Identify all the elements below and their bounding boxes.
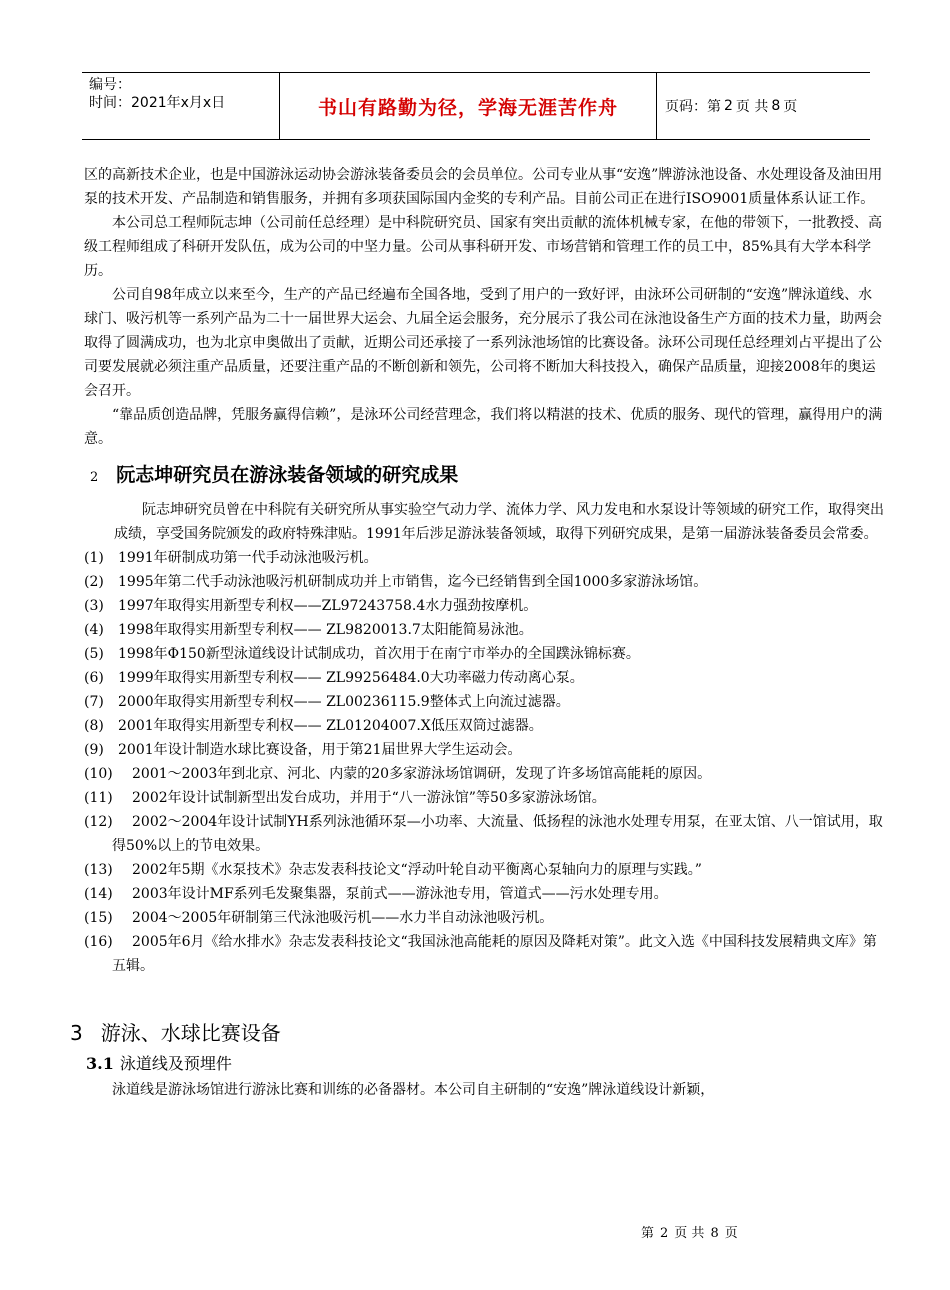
footer-mid: 页 共	[674, 1226, 705, 1241]
paragraph-history: 公司自98年成立以来至今，生产的产品已经遍布全国各地，受到了用户的一致好评，由泳环公司研制的“安逸”牌泳道线、水球门、吸污机等一系列产品为二十一届世界大运会、九届全运会服务，充分展示了我公司在泳池设备生产方面的技术力量，助两会取得了圆满成功，也为北京申奥做出了贡献，近期公司还承接了一系列泳池场馆的比赛设备。泳环公司现任总经理刘占平提出了公司要发展就必须注重产品质量，还要注重产品的不断创新和领先，公司将不断加大科技投入，确保产品质量，迎接2008年的奥运会召开。	[84, 287, 882, 399]
list-item-number: (7)	[84, 694, 104, 710]
page-suffix: 页	[783, 99, 798, 115]
list-item-number: (8)	[84, 718, 104, 734]
list-item-text: 2001年取得实用新型专利权—— ZL01204007.X低压双筒过滤器。	[118, 718, 543, 734]
list-item	[84, 786, 884, 810]
footer-current: 2	[660, 1226, 669, 1241]
paragraph-chief-engineer: 本公司总工程师阮志坤（公司前任总经理）是中科院研究员、国家有突出贡献的流体机械专家，在他的带领下，一批教授、高级工程师组成了科研开发队伍，成为公司的中坚力量。公司从事科研开发、市场营销和管理工作的员工中，85%具有大学本科学历。	[84, 215, 882, 279]
subsection-3-1-heading	[86, 1052, 884, 1076]
list-item-text: 1995年第二代手动泳池吸污机研制成功并上市销售，迄今已经销售到全国1000多家游泳场馆。	[118, 574, 708, 590]
list-item	[84, 930, 884, 978]
list-item	[84, 882, 884, 906]
list-item	[84, 570, 884, 594]
page-footer	[638, 1222, 741, 1241]
subsection-3-1-text: 泳道线是游泳场馆进行游泳比赛和训练的必备器材。本公司自主研制的“安逸”牌泳道线设计新颖，	[112, 1082, 715, 1098]
header-page-info	[657, 73, 870, 139]
list-item	[84, 642, 884, 666]
achievements-list	[84, 546, 884, 978]
list-item-number: (1)	[84, 550, 104, 566]
list-item	[84, 546, 884, 570]
section-3-heading	[70, 1018, 884, 1048]
footer-total: 8	[710, 1226, 719, 1241]
list-item-number: (3)	[84, 598, 104, 614]
list-item-number: (2)	[84, 574, 104, 590]
page-mid: 页 共	[735, 99, 769, 115]
list-item-number: (16)	[84, 934, 113, 950]
list-item-number: (11)	[84, 790, 113, 806]
section-3-number: 3	[70, 1021, 83, 1045]
list-item-number: (14)	[84, 886, 113, 902]
document-body	[70, 163, 884, 1102]
list-item	[84, 738, 884, 762]
list-item	[84, 690, 884, 714]
section-2-heading	[90, 461, 884, 492]
list-item	[84, 594, 884, 618]
list-item	[84, 666, 884, 690]
list-item-number: (13)	[84, 862, 113, 878]
list-item-text: 2001年设计制造水球比赛设备，用于第21届世界大学生运动会。	[118, 742, 522, 758]
list-item	[84, 906, 884, 930]
section-2-number: 2	[90, 470, 99, 485]
page-total: 8	[771, 98, 781, 114]
list-item-text: 2002年设计试制新型出发台成功，并用于“八一游泳馆”等50多家游泳场馆。	[132, 790, 606, 806]
list-item-text: 1991年研制成功第一代手动泳池吸污机。	[118, 550, 378, 566]
section-2-intro: 阮志坤研究员曾在中科院有关研究所从事实验空气动力学、流体力学、风力发电和水泵设计等领域的研究工作，取得突出成绩，享受国务院颁发的政府特殊津贴。1991年后涉足游泳装备领域，取得下列研究成果，是第一届游泳装备委员会常委。	[114, 502, 884, 542]
section-2-title: 阮志坤研究员在游泳装备领域的研究成果	[116, 464, 459, 486]
list-item-number: (5)	[84, 646, 104, 662]
footer-prefix: 第	[641, 1226, 655, 1241]
list-item	[84, 714, 884, 738]
list-item-text: 2001～2003年到北京、河北、内蒙的20多家游泳场馆调研，发现了许多场馆高能耗的原因。	[132, 766, 712, 782]
paragraph-company-intro: 区的高新技术企业，也是中国游泳运动协会游泳装备委员会的会员单位。公司专业从事“安逸”牌游泳池设备、水处理设备及油田用泵的技术开发、产品制造和销售服务，并拥有多项获国际国内金奖的专利产品。目前公司正在进行ISO9001质量体系认证工作。	[84, 167, 883, 207]
footer-suffix: 页	[724, 1226, 738, 1241]
list-item-text: 2003年设计MF系列毛发聚集器，泵前式——游泳池专用，管道式——污水处理专用。	[132, 886, 668, 902]
list-item	[84, 762, 884, 786]
list-item-text: 1998年Φ150新型泳道线设计试制成功，首次用于在南宁市举办的全国蹼泳锦标赛。	[118, 646, 640, 662]
list-item	[84, 858, 884, 882]
paragraph-philosophy: “靠品质创造品牌，凭服务赢得信赖”，是泳环公司经营理念，我们将以精湛的技术、优质的服务、现代的管理，赢得用户的满意。	[84, 407, 883, 447]
list-item-text: 2004～2005年研制第三代泳池吸污机——水力半自动泳池吸污机。	[132, 910, 554, 926]
list-item-number: (4)	[84, 622, 104, 638]
page-prefix: 页码：第	[665, 99, 721, 115]
list-item-text: 2000年取得实用新型专利权—— ZL00236115.9整体式上向流过滤器。	[118, 694, 570, 710]
document-number-label: 编号：	[89, 77, 131, 93]
page-current: 2	[724, 98, 733, 114]
list-item-number: (15)	[84, 910, 113, 926]
header-meta	[82, 73, 280, 139]
list-item-text: 2002～2004年设计试制YH系列泳池循环泵—小功率、大流量、低扬程的泳池水处理专用泵，在亚太馆、八一馆试用，取得50%以上的节电效果。	[112, 814, 883, 854]
header-slogan: 书山有路勤为径，学海无涯苦作舟	[280, 73, 657, 139]
list-item-number: (12)	[84, 814, 113, 830]
list-item-text: 1998年取得实用新型专利权—— ZL9820013.7太阳能简易泳池。	[118, 622, 533, 638]
list-item	[84, 618, 884, 642]
subsection-3-1-title: 泳道线及预埋件	[119, 1054, 232, 1073]
page-header	[82, 72, 870, 140]
list-item-text: 1997年取得实用新型专利权——ZL97243758.4水力强劲按摩机。	[118, 598, 538, 614]
list-item-number: (10)	[84, 766, 113, 782]
list-item-text: 2002年5期《水泵技术》杂志发表科技论文“浮动叶轮自动平衡离心泵轴向力的原理与实践。”	[132, 862, 702, 878]
section-3-title: 游泳、水球比赛设备	[100, 1021, 281, 1045]
list-item-number: (6)	[84, 670, 104, 686]
list-item-number: (9)	[84, 742, 104, 758]
list-item-text: 1999年取得实用新型专利权—— ZL99256484.0大功率磁力传动离心泵。	[118, 670, 584, 686]
document-time-label: 时间：2021年x月x日	[89, 95, 226, 111]
list-item	[84, 810, 884, 858]
subsection-3-1-number: 3.1	[86, 1054, 114, 1073]
list-item-text: 2005年6月《给水排水》杂志发表科技论文“我国泳池高能耗的原因及降耗对策”。此文入选《中国科技发展精典文库》第五辑。	[112, 934, 877, 974]
